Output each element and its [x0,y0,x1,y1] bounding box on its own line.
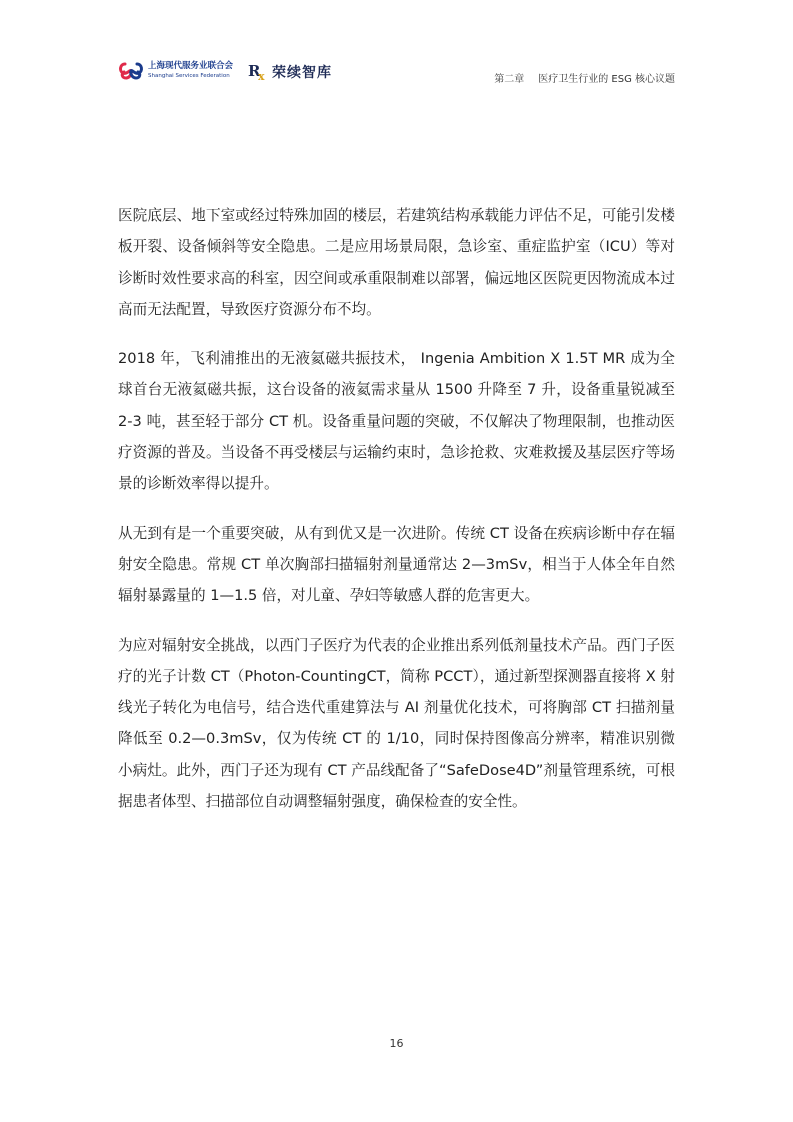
svg-text:R: R [248,62,261,80]
paragraph: 为应对辐射安全挑战，以西门子医疗为代表的企业推出系列低剂量技术产品。西门子医疗的光子计数 CT（Photon-CountingCT，简称 PCCT），通过新型探测器直接将 X 射线光子转化为电信号，结合迭代重建算法与 AI 剂量优化技术，可将胸部 CT 扫描剂量降低至 0.2—0.3mSv，仅为传统 CT 的 1/10，同时保持图像高分辨率，精准识别微小病灶。此外，西门子还为现有 CT 产品线配备了“SafeDose4D”剂量管理系统，可根据患者体型、扫描部位自动调整辐射强度，确保检查的安全性。 [118,636,675,811]
chapter-heading [494,70,675,85]
page-header [118,58,675,86]
rx-logo-icon [248,60,270,82]
federation-name-cn: 上海现代服务业联合会 [148,61,234,71]
federation-logo-icon [118,61,144,81]
paragraph: 从无到有是一个重要突破，从有到优又是一次进阶。传统 CT 设备在疾病诊断中存在辐射安全隐患。常规 CT 单次胸部扫描辐射剂量通常达 2—3mSv，相当于人体全年自然辐射暴露量的 1—1.5 倍，对儿童、孕妇等敏感人群的危害更大。 [118,524,675,605]
rongxu-think-tank-logo [248,58,343,84]
federation-name-en: Shanghai Services Federation [148,73,230,79]
rongxu-name: 荣续智库 [272,65,332,81]
body-text [118,200,675,835]
svg-text:x: x [258,70,265,82]
chapter-title: 医疗卫生行业的 ESG 核心议题 [538,74,675,85]
federation-logo-text [148,61,253,80]
page-number: 16 [389,1037,404,1050]
shanghai-services-federation-logo [118,60,248,84]
paragraph: 医院底层、地下室或经过特殊加固的楼层，若建筑结构承载能力评估不足，可能引发楼板开裂、设备倾斜等安全隐患。二是应用场景局限，急诊室、重症监护室（ICU）等对诊断时效性要求高的科室，因空间或承重限制难以部署，偏远地区医院更因物流成本过高而无法配置，导致医疗资源分布不均。 [118,207,675,318]
chapter-number: 第二章 [494,74,525,85]
paragraph: 2018 年，飞利浦推出的无液氦磁共振技术， Ingenia Ambition X 1.5T MR 成为全球首台无液氦磁共振，这台设备的液氦需求量从 1500 升降至 7 升，设备重量锐减至 2-3 吨，甚至轻于部分 CT 机。设备重量问题的突破，不仅解决了物理限制，也推动医疗资源的普及。当设备不再受楼层与运输约束时，急诊抢救、灾难救援及基层医疗等场景的诊断效率得以提升。 [118,350,675,493]
